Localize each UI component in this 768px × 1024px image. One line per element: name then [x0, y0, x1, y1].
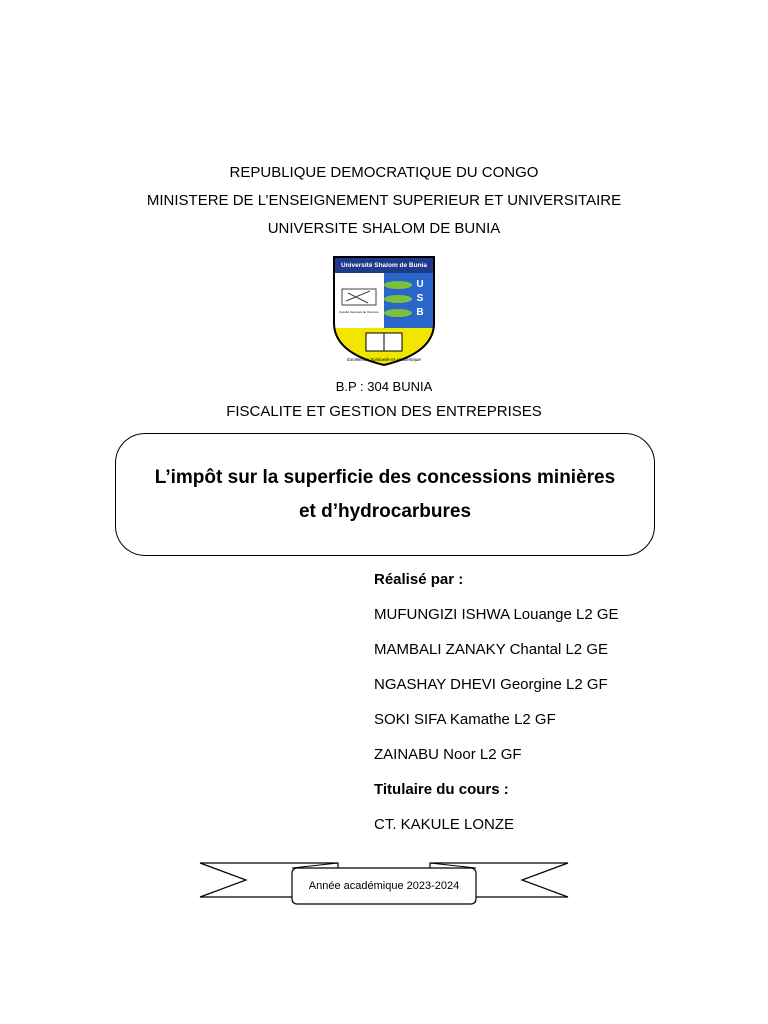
- title-line-1: L’impôt sur la superficie des concessions minières: [154, 466, 616, 488]
- course-name: FISCALITE ET GESTION DES ENTREPRISES: [226, 403, 542, 420]
- logo-left-caption: Faculté Sciences de l'Homme: [339, 310, 379, 314]
- author-name: NGASHAY DHEVI Georgine L2 GF: [374, 676, 608, 693]
- country-heading: REPUBLIQUE DEMOCRATIQUE DU CONGO: [229, 164, 539, 181]
- logo-letter-s: S: [416, 293, 424, 304]
- university-logo: [330, 253, 438, 371]
- author-name: MUFUNGIZI ISHWA Louange L2 GE: [374, 606, 619, 623]
- logo-letter-u: U: [416, 279, 424, 290]
- logo-letter-b: B: [416, 307, 424, 318]
- teacher-label: Titulaire du cours :: [374, 781, 509, 798]
- authors-block: [374, 571, 619, 851]
- university-heading: UNIVERSITE SHALOM DE BUNIA: [267, 220, 501, 237]
- title-box: [115, 433, 655, 556]
- authors-label: Réalisé par :: [374, 571, 464, 588]
- title-line-2: et d’hydrocarbures: [298, 500, 472, 522]
- academic-year: Année académique 2023-2024: [308, 880, 460, 892]
- teacher-name: CT. KAKULE LONZE: [374, 816, 515, 833]
- author-name: MAMBALI ZANAKY Chantal L2 GE: [374, 641, 608, 658]
- logo-motto: Excellence Spirituelle et Académique: [347, 357, 421, 362]
- ministry-heading: MINISTERE DE L’ENSEIGNEMENT SUPERIEUR ET UNIVERSITAIRE: [146, 192, 622, 209]
- author-name: ZAINABU Noor L2 GF: [374, 746, 522, 763]
- author-name: SOKI SIFA Kamathe L2 GF: [374, 711, 556, 728]
- postal-address: B.P : 304 BUNIA: [335, 379, 433, 394]
- logo-top-text: Université Shalom de Bunia: [341, 262, 427, 269]
